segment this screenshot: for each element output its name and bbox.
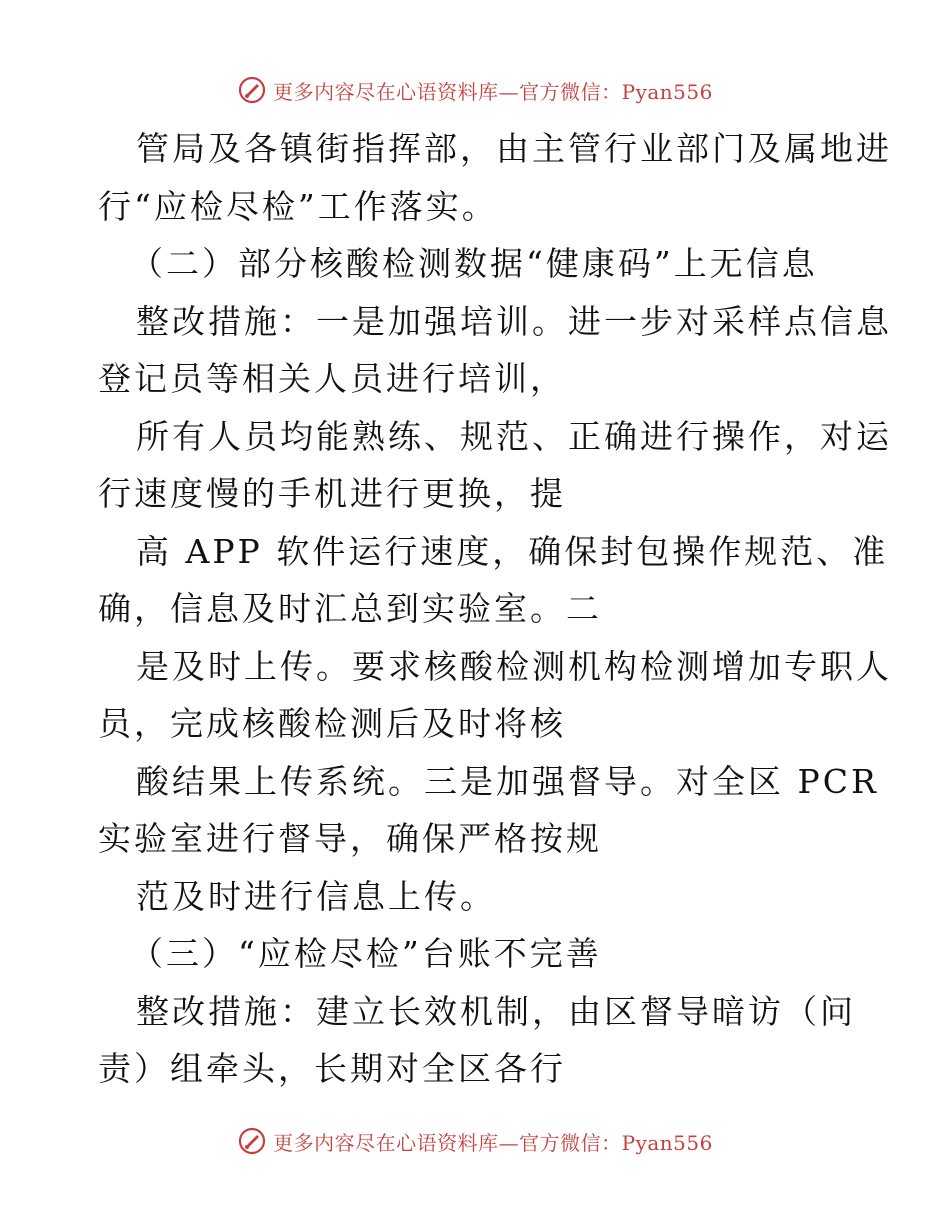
header-watermark-banner <box>0 70 950 110</box>
text-line: 登记员等相关人员进行培训， <box>98 359 566 398</box>
text-line: 范及时进行信息上传。 <box>136 876 496 916</box>
text-line: 酸结果上传系统。三是加强督导。对全区 PCR <box>136 761 879 801</box>
document-body <box>98 120 892 1098</box>
footer-banner-text: 更多内容尽在心语资料库—官方微信：Pyan556 <box>273 1130 713 1155</box>
text-line: 整改措施：一是加强培训。进一步对采样点信息 <box>136 301 892 341</box>
text-line: 高 APP 软件运行速度，确保封包操作规范、准 <box>136 531 889 571</box>
header-banner-text: 更多内容尽在心语资料库—官方微信：Pyan556 <box>273 79 713 104</box>
logo-icon <box>237 1126 267 1156</box>
text-line: 实验室进行督导，确保严格按规 <box>98 819 602 858</box>
text-line: 行速度慢的手机进行更换，提 <box>98 474 566 513</box>
text-line: 确，信息及时汇总到实验室。二 <box>98 589 602 628</box>
logo-icon <box>237 75 267 105</box>
text-line: 行“应检尽检”工作落实。 <box>98 186 498 226</box>
text-line: 所有人员均能熟练、规范、正确进行操作，对运 <box>136 416 892 456</box>
text-line: 责）组牵头，长期对全区各行 <box>98 1049 566 1088</box>
section-heading: （三）“应检尽检”台账不完善 <box>130 934 602 973</box>
text-line: 管局及各镇街指挥部，由主管行业部门及属地进 <box>136 129 892 168</box>
footer-watermark-banner <box>0 1121 950 1161</box>
section-heading: （二）部分核酸检测数据“健康码”上无信息 <box>130 244 818 283</box>
text-line: 是及时上传。要求核酸检测机构检测增加专职人 <box>136 646 892 686</box>
text-line: 整改措施：建立长效机制，由区督导暗访（问 <box>136 991 856 1031</box>
text-line: 员，完成核酸检测后及时将核 <box>98 704 566 743</box>
